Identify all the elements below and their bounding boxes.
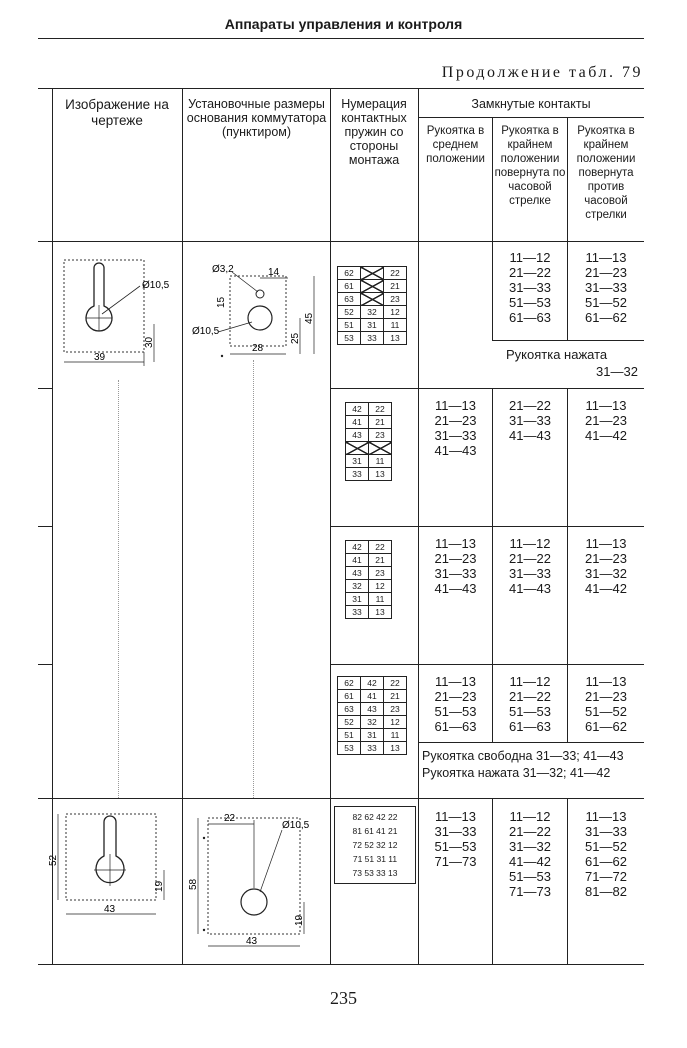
row3-cw-contacts: 11—12 21—22 31—33 41—43 <box>509 536 551 596</box>
row4-top-rule <box>330 664 644 665</box>
col-divider-4a <box>492 117 493 340</box>
row3-top-rule <box>330 526 644 527</box>
row5-top-rule <box>38 798 644 799</box>
mount2-22-label: 22 <box>224 813 236 824</box>
guide-line-1 <box>118 380 119 798</box>
mounting-1 <box>188 250 328 370</box>
header-ccw-position: Рукоятка в крайнем положении повернута против часовой стрелки <box>576 125 636 221</box>
header-image: Изображение на чертеже <box>65 97 169 128</box>
header-cw-position: Рукоятка в крайнем положении повернута по часовой стрелке <box>494 125 566 207</box>
mount2-43-label: 43 <box>246 936 258 947</box>
left-tick-3 <box>38 664 52 665</box>
row4-ccw-contacts: 11—13 21—23 51—52 61—62 <box>585 674 627 734</box>
row2-ccw-contacts: 11—13 21—23 41—42 <box>585 398 627 443</box>
row3-ccw-contacts: 11—13 21—23 31—32 41—42 <box>585 536 627 596</box>
mount1-15-label: 15 <box>216 296 227 308</box>
row1-note-contacts: 31—32 <box>596 364 638 379</box>
mount1-hole-label: Ø3,2 <box>212 264 234 275</box>
left-border <box>52 88 53 964</box>
col-divider-3 <box>418 88 419 964</box>
closed-subheader-rule <box>418 117 644 118</box>
drawing1-dia-label: Ø10,5 <box>142 280 170 291</box>
mount2-dia-label: Ø10,5 <box>282 820 310 831</box>
spring-grid-row2: 42 22 41 21 43 23 31 11 33 13 <box>345 402 392 481</box>
running-title: Аппараты управления и контроля <box>224 16 463 32</box>
row5-ccw-contacts: 11—13 31—33 51—52 61—62 71—72 81—82 <box>585 809 627 899</box>
row4-note-free: Рукоятка свободна 31—33; 41—43 <box>422 749 624 763</box>
row4-mid-contacts: 11—13 21—23 51—53 61—63 <box>434 674 477 734</box>
row2-mid-contacts: 11—13 21—23 31—33 41—43 <box>434 398 477 458</box>
row2-cw-contacts: 21—22 31—33 41—43 <box>509 398 551 443</box>
header-mounting: Установочные размеры основания коммутатора (пунктиром) <box>186 97 327 139</box>
drawing-2 <box>48 806 184 926</box>
spring-grid-row3: 42 22 41 21 43 23 32 12 31 11 33 13 <box>345 540 392 619</box>
row1-note-pressed: Рукоятка нажата <box>506 347 608 362</box>
left-tick-2 <box>38 526 52 527</box>
spring-grid-row4: 62 42 22 61 41 21 63 43 23 52 32 12 51 31 11 53 33 13 <box>337 676 407 755</box>
drawing2-19-label: 19 <box>154 880 165 892</box>
drawing2-52-label: 52 <box>48 854 59 866</box>
spring-grid-row5: 82 62 42 22 81 61 41 21 72 52 32 12 71 51 31 11 73 53 33 13 <box>334 806 416 884</box>
col-divider-5a <box>567 117 568 340</box>
row2-top-rule <box>330 388 644 389</box>
row3-mid-contacts: 11—13 21—23 31—33 41—43 <box>434 536 477 596</box>
col-divider-4c <box>492 798 493 964</box>
mount1-45-label: 45 <box>304 312 315 324</box>
mount1-28-label: 28 <box>252 343 264 354</box>
row1-note-rule <box>492 340 644 341</box>
header-bottom-rule <box>38 241 644 242</box>
row4-cw-contacts: 11—12 21—22 51—53 61—63 <box>509 674 551 734</box>
col-divider-5b <box>567 388 568 742</box>
mount1-dia-label: Ø10,5 <box>192 326 220 337</box>
mount2-58-label: 58 <box>188 878 199 890</box>
mount1-14-label: 14 <box>268 267 280 278</box>
mount2-19-label: 19 <box>294 914 305 926</box>
col-divider-4b <box>492 388 493 742</box>
header-mid-position: Рукоятка в среднем положении <box>426 125 485 165</box>
table-top-rule <box>38 88 644 89</box>
col-divider-5c <box>567 798 568 964</box>
row1-cw-contacts: 11—12 21—22 31—33 51—53 61—63 <box>509 250 551 325</box>
drawing2-43-label: 43 <box>104 904 116 915</box>
row5-cw-contacts: 11—12 21—22 31—32 41—42 51—53 71—73 <box>509 809 551 899</box>
header-rule <box>38 38 644 39</box>
header-closed-contacts: Замкнутые контакты <box>471 97 591 111</box>
drawing-1 <box>54 248 184 378</box>
row1-ccw-contacts: 11—13 21—23 31—33 51—52 61—62 <box>585 250 627 325</box>
left-tick-1 <box>38 388 52 389</box>
page-number: 235 <box>330 988 357 1008</box>
mounting-2 <box>184 806 330 956</box>
drawing1-width-label: 39 <box>94 352 106 363</box>
col-divider-2 <box>330 88 331 964</box>
row4-note-pressed: Рукоятка нажата 31—32; 41—42 <box>422 766 611 780</box>
table-bottom-rule <box>38 964 644 965</box>
mount1-25-label: 25 <box>290 332 301 344</box>
row5-mid-contacts: 11—13 31—33 51—53 71—73 <box>434 809 477 869</box>
spring-grid-row1: 62 22 61 21 63 23 52 32 12 51 31 11 53 33 13 <box>337 266 407 345</box>
row4-note-rule <box>418 742 644 743</box>
drawing1-height-label: 30 <box>144 336 155 348</box>
header-springs: Нумерация контактных пружин со стороны монтажа <box>341 97 407 167</box>
table-continuation-label: Продолжение табл. 79 <box>441 64 643 81</box>
guide-line-2 <box>253 360 254 798</box>
